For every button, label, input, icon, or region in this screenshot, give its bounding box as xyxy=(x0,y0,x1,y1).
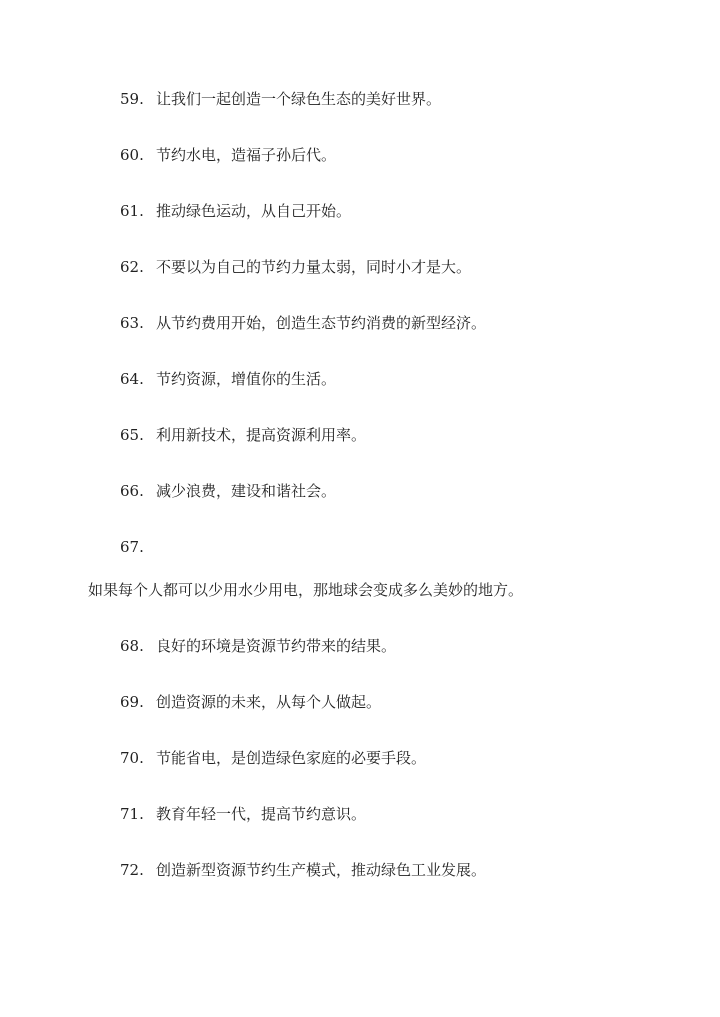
item-number: 61. xyxy=(120,202,144,220)
list-item xyxy=(120,692,381,712)
item-number: 60. xyxy=(120,146,144,164)
item-text: 节约资源，增值你的生活。 xyxy=(156,370,337,388)
item-number: 71. xyxy=(120,805,144,823)
item-text: 创造新型资源节约生产模式，推动绿色工业发展。 xyxy=(156,861,487,879)
item-text: 节约水电，造福子孙后代。 xyxy=(156,146,337,164)
list-item xyxy=(120,201,351,221)
item-text: 减少浪费，建设和谐社会。 xyxy=(156,482,337,500)
item-number: 65. xyxy=(120,426,144,444)
list-item xyxy=(120,89,441,109)
item-text: 教育年轻一代，提高节约意识。 xyxy=(156,805,367,823)
list-item xyxy=(120,145,336,165)
list-item xyxy=(120,425,366,445)
list-item xyxy=(120,636,396,656)
list-item xyxy=(120,860,486,880)
item-number: 68. xyxy=(120,637,144,655)
item-text: 让我们一起创造一个绿色生态的美好世界。 xyxy=(156,90,442,108)
item-number: 59. xyxy=(120,90,144,108)
list-item xyxy=(120,369,336,389)
item-text: 创造资源的未来，从每个人做起。 xyxy=(156,693,382,711)
list-item-continuation xyxy=(88,580,523,600)
item-number: 63. xyxy=(120,314,144,332)
list-item xyxy=(120,537,156,557)
item-number: 64. xyxy=(120,370,144,388)
item-text: 推动绿色运动，从自己开始。 xyxy=(156,202,352,220)
list-item xyxy=(120,481,336,501)
item-number: 66. xyxy=(120,482,144,500)
item-text: 良好的环境是资源节约带来的结果。 xyxy=(156,637,397,655)
item-text: 如果每个人都可以少用水少用电，那地球会变成多么美妙的地方。 xyxy=(88,581,524,599)
item-number: 70. xyxy=(120,749,144,767)
item-number: 62. xyxy=(120,258,144,276)
item-text: 不要以为自己的节约力量太弱，同时小才是大。 xyxy=(156,258,472,276)
list-item xyxy=(120,804,366,824)
item-number: 67. xyxy=(120,538,144,556)
list-item xyxy=(120,313,486,333)
item-text: 从节约费用开始，创造生态节约消费的新型经济。 xyxy=(156,314,487,332)
item-number: 69. xyxy=(120,693,144,711)
list-item xyxy=(120,748,426,768)
list-item xyxy=(120,257,471,277)
item-text: 节能省电，是创造绿色家庭的必要手段。 xyxy=(156,749,427,767)
item-text: 利用新技术，提高资源利用率。 xyxy=(156,426,367,444)
item-number: 72. xyxy=(120,861,144,879)
